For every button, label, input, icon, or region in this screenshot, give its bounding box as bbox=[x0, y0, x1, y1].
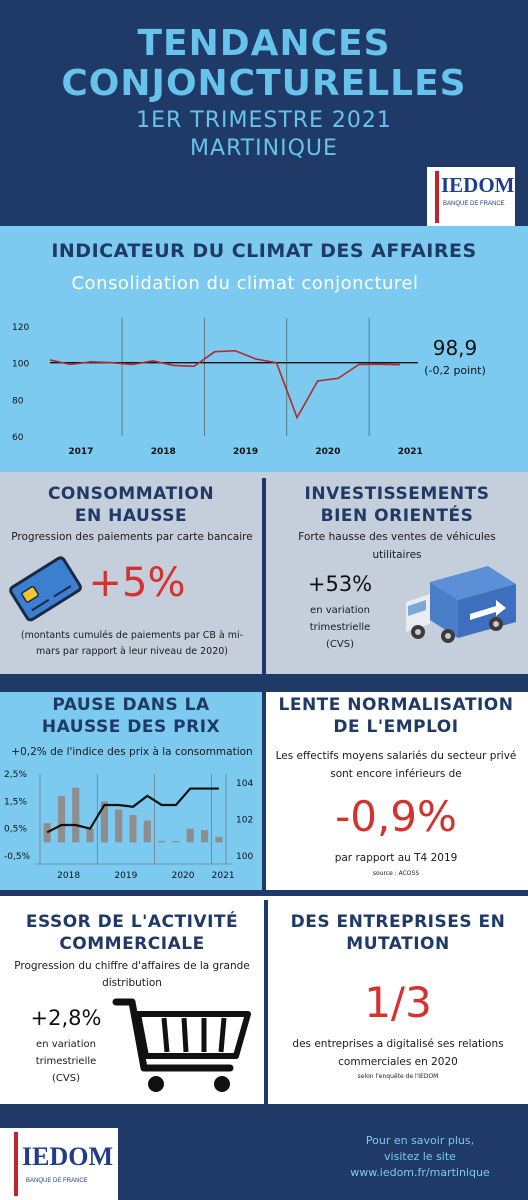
footer-line1: Pour en savoir plus, bbox=[365, 1134, 475, 1147]
price-bar bbox=[144, 820, 151, 842]
subtitle-line2: MARTINIQUE bbox=[190, 136, 338, 161]
emploi-title-line2: DE L'EMPLOI bbox=[333, 717, 459, 737]
xtick-label: 2019 bbox=[114, 871, 138, 881]
commerce-title-line1: ESSOR DE L'ACTIVITÉ bbox=[25, 912, 239, 932]
row-conso-invest bbox=[0, 472, 528, 674]
prices-chart bbox=[0, 766, 264, 890]
left-tick-label: 2,5% bbox=[4, 770, 27, 780]
price-bar bbox=[187, 829, 194, 843]
logo-text: IEDOM bbox=[441, 173, 515, 197]
climate-value: 98,9 bbox=[432, 336, 478, 360]
price-bar bbox=[115, 810, 122, 843]
conso-note-line2: mars par rapport à leur niveau de 2020) bbox=[35, 646, 229, 657]
price-bar bbox=[201, 830, 208, 842]
entreprises-value: 1/3 bbox=[364, 978, 432, 1027]
ytick-label: 120 bbox=[12, 323, 30, 333]
left-tick-label: 0,5% bbox=[4, 824, 27, 835]
credit-card-icon bbox=[8, 556, 82, 620]
ytick-label: 60 bbox=[12, 433, 24, 443]
conso-title-line2: EN HAUSSE bbox=[74, 506, 188, 526]
climate-chart bbox=[0, 312, 423, 462]
divider bbox=[262, 692, 266, 890]
climate-series-line bbox=[50, 351, 400, 418]
footer-iedom-logo bbox=[0, 1128, 118, 1200]
right-tick-label: 104 bbox=[236, 779, 254, 790]
emploi-desc-line2: sont encore inférieurs de bbox=[330, 768, 462, 780]
footer-logo-text: IEDOM bbox=[22, 1142, 113, 1171]
title-line2: CONJONCTURELLES bbox=[61, 63, 467, 104]
price-bar bbox=[72, 788, 79, 843]
xtick-label: 2020 bbox=[315, 447, 341, 457]
invest-title-line1: INVESTISSEMENTS bbox=[304, 484, 490, 504]
invest-desc-line2: utilitaires bbox=[372, 549, 422, 561]
climate-subtitle: Consolidation du climat conjoncturel bbox=[71, 273, 419, 294]
price-bar bbox=[129, 815, 136, 842]
emploi-panel bbox=[264, 692, 528, 890]
conso-note-line1: (montants cumulés de paiements par CB à mi- bbox=[20, 630, 244, 641]
price-bar bbox=[87, 829, 94, 843]
xtick-label: 2018 bbox=[57, 871, 81, 881]
logo-sub: BANQUE DE FRANCE bbox=[443, 201, 505, 207]
emploi-desc-line1: Les effectifs moyens salariés du secteur privé bbox=[275, 750, 517, 762]
price-bar bbox=[215, 837, 222, 842]
ytick-label: 100 bbox=[12, 359, 30, 370]
right-tick-label: 102 bbox=[236, 815, 254, 826]
commerce-note-line2: trimestrielle bbox=[35, 1056, 97, 1067]
shopping-cart-icon bbox=[112, 996, 252, 1096]
logo-bar-icon bbox=[14, 1132, 18, 1196]
invest-note-line1: en variation bbox=[310, 605, 370, 616]
price-bar bbox=[44, 823, 51, 842]
truck-icon bbox=[400, 564, 522, 648]
subtitle-line1: 1ER TRIMESTRE 2021 bbox=[136, 108, 392, 133]
xtick-label: 2018 bbox=[150, 447, 176, 457]
invest-title-line2: BIEN ORIENTÉS bbox=[320, 506, 474, 526]
entreprises-title-line1: DES ENTREPRISES EN bbox=[290, 912, 506, 932]
invest-value: +53% bbox=[307, 572, 373, 596]
xtick-label: 2017 bbox=[68, 447, 94, 457]
row-commerce-entreprises bbox=[0, 896, 528, 1104]
footer-line2: visitez le site bbox=[384, 1150, 456, 1163]
climate-section bbox=[0, 226, 528, 472]
invest-desc-line1: Forte hausse des ventes de véhicules bbox=[298, 531, 496, 543]
footer-link[interactable]: www.iedom.fr/martinique bbox=[350, 1166, 490, 1179]
commerce-desc-line1: Progression du chiffre d'affaires de la grande bbox=[14, 960, 250, 972]
xtick-label: 2020 bbox=[171, 871, 195, 881]
ytick-label: 80 bbox=[12, 396, 24, 407]
commerce-note-line3: (CVS) bbox=[52, 1073, 80, 1084]
entreprises-desc-line2: commerciales en 2020 bbox=[338, 1056, 458, 1068]
emploi-value: -0,9% bbox=[335, 792, 457, 841]
logo-bar-icon bbox=[435, 171, 439, 223]
conso-value: +5% bbox=[88, 560, 186, 606]
right-tick-label: 100 bbox=[236, 852, 254, 862]
emploi-title-line1: LENTE NORMALISATION bbox=[278, 695, 514, 715]
conso-title-line1: CONSOMMATION bbox=[47, 484, 215, 504]
footer-logo-sub: BANQUE DE FRANCE bbox=[26, 1178, 88, 1184]
commerce-desc-line2: distribution bbox=[102, 977, 162, 989]
xtick-label: 2019 bbox=[233, 447, 259, 457]
title-line1: TENDANCES bbox=[137, 23, 391, 64]
climate-title: INDICATEUR DU CLIMAT DES AFFAIRES bbox=[51, 240, 477, 262]
left-tick-label: -0,5% bbox=[4, 852, 31, 862]
entreprises-source: selon l'enquête de l'IEDOM bbox=[357, 1073, 439, 1080]
commerce-note-line1: en variation bbox=[36, 1039, 96, 1050]
xtick-label: 2021 bbox=[211, 871, 235, 881]
invest-note-line2: trimestrielle bbox=[309, 622, 371, 633]
left-tick-label: 1,5% bbox=[4, 797, 27, 808]
entreprises-title-line2: MUTATION bbox=[346, 934, 450, 954]
prices-title-line1: PAUSE DANS LA bbox=[52, 695, 210, 715]
commerce-title-line2: COMMERCIALE bbox=[59, 934, 205, 954]
commerce-value: +2,8% bbox=[30, 1006, 102, 1030]
price-bar bbox=[58, 796, 65, 842]
prices-desc: +0,2% de l'indice des prix à la consommation bbox=[11, 746, 253, 758]
price-bar bbox=[172, 841, 179, 842]
emploi-source: source : ACOSS bbox=[372, 870, 420, 877]
prices-title-line2: HAUSSE DES PRIX bbox=[41, 717, 221, 737]
entreprises-desc-line1: des entreprises a digitalisé ses relations bbox=[292, 1038, 504, 1050]
price-bar bbox=[158, 841, 165, 842]
xtick-label: 2021 bbox=[397, 447, 423, 457]
invest-note-line3: (CVS) bbox=[326, 639, 354, 650]
conso-desc: Progression des paiements par carte bancaire bbox=[11, 531, 253, 543]
climate-change: (-0,2 point) bbox=[424, 364, 486, 377]
emploi-note: par rapport au T4 2019 bbox=[334, 852, 458, 864]
iedom-logo bbox=[427, 167, 515, 227]
